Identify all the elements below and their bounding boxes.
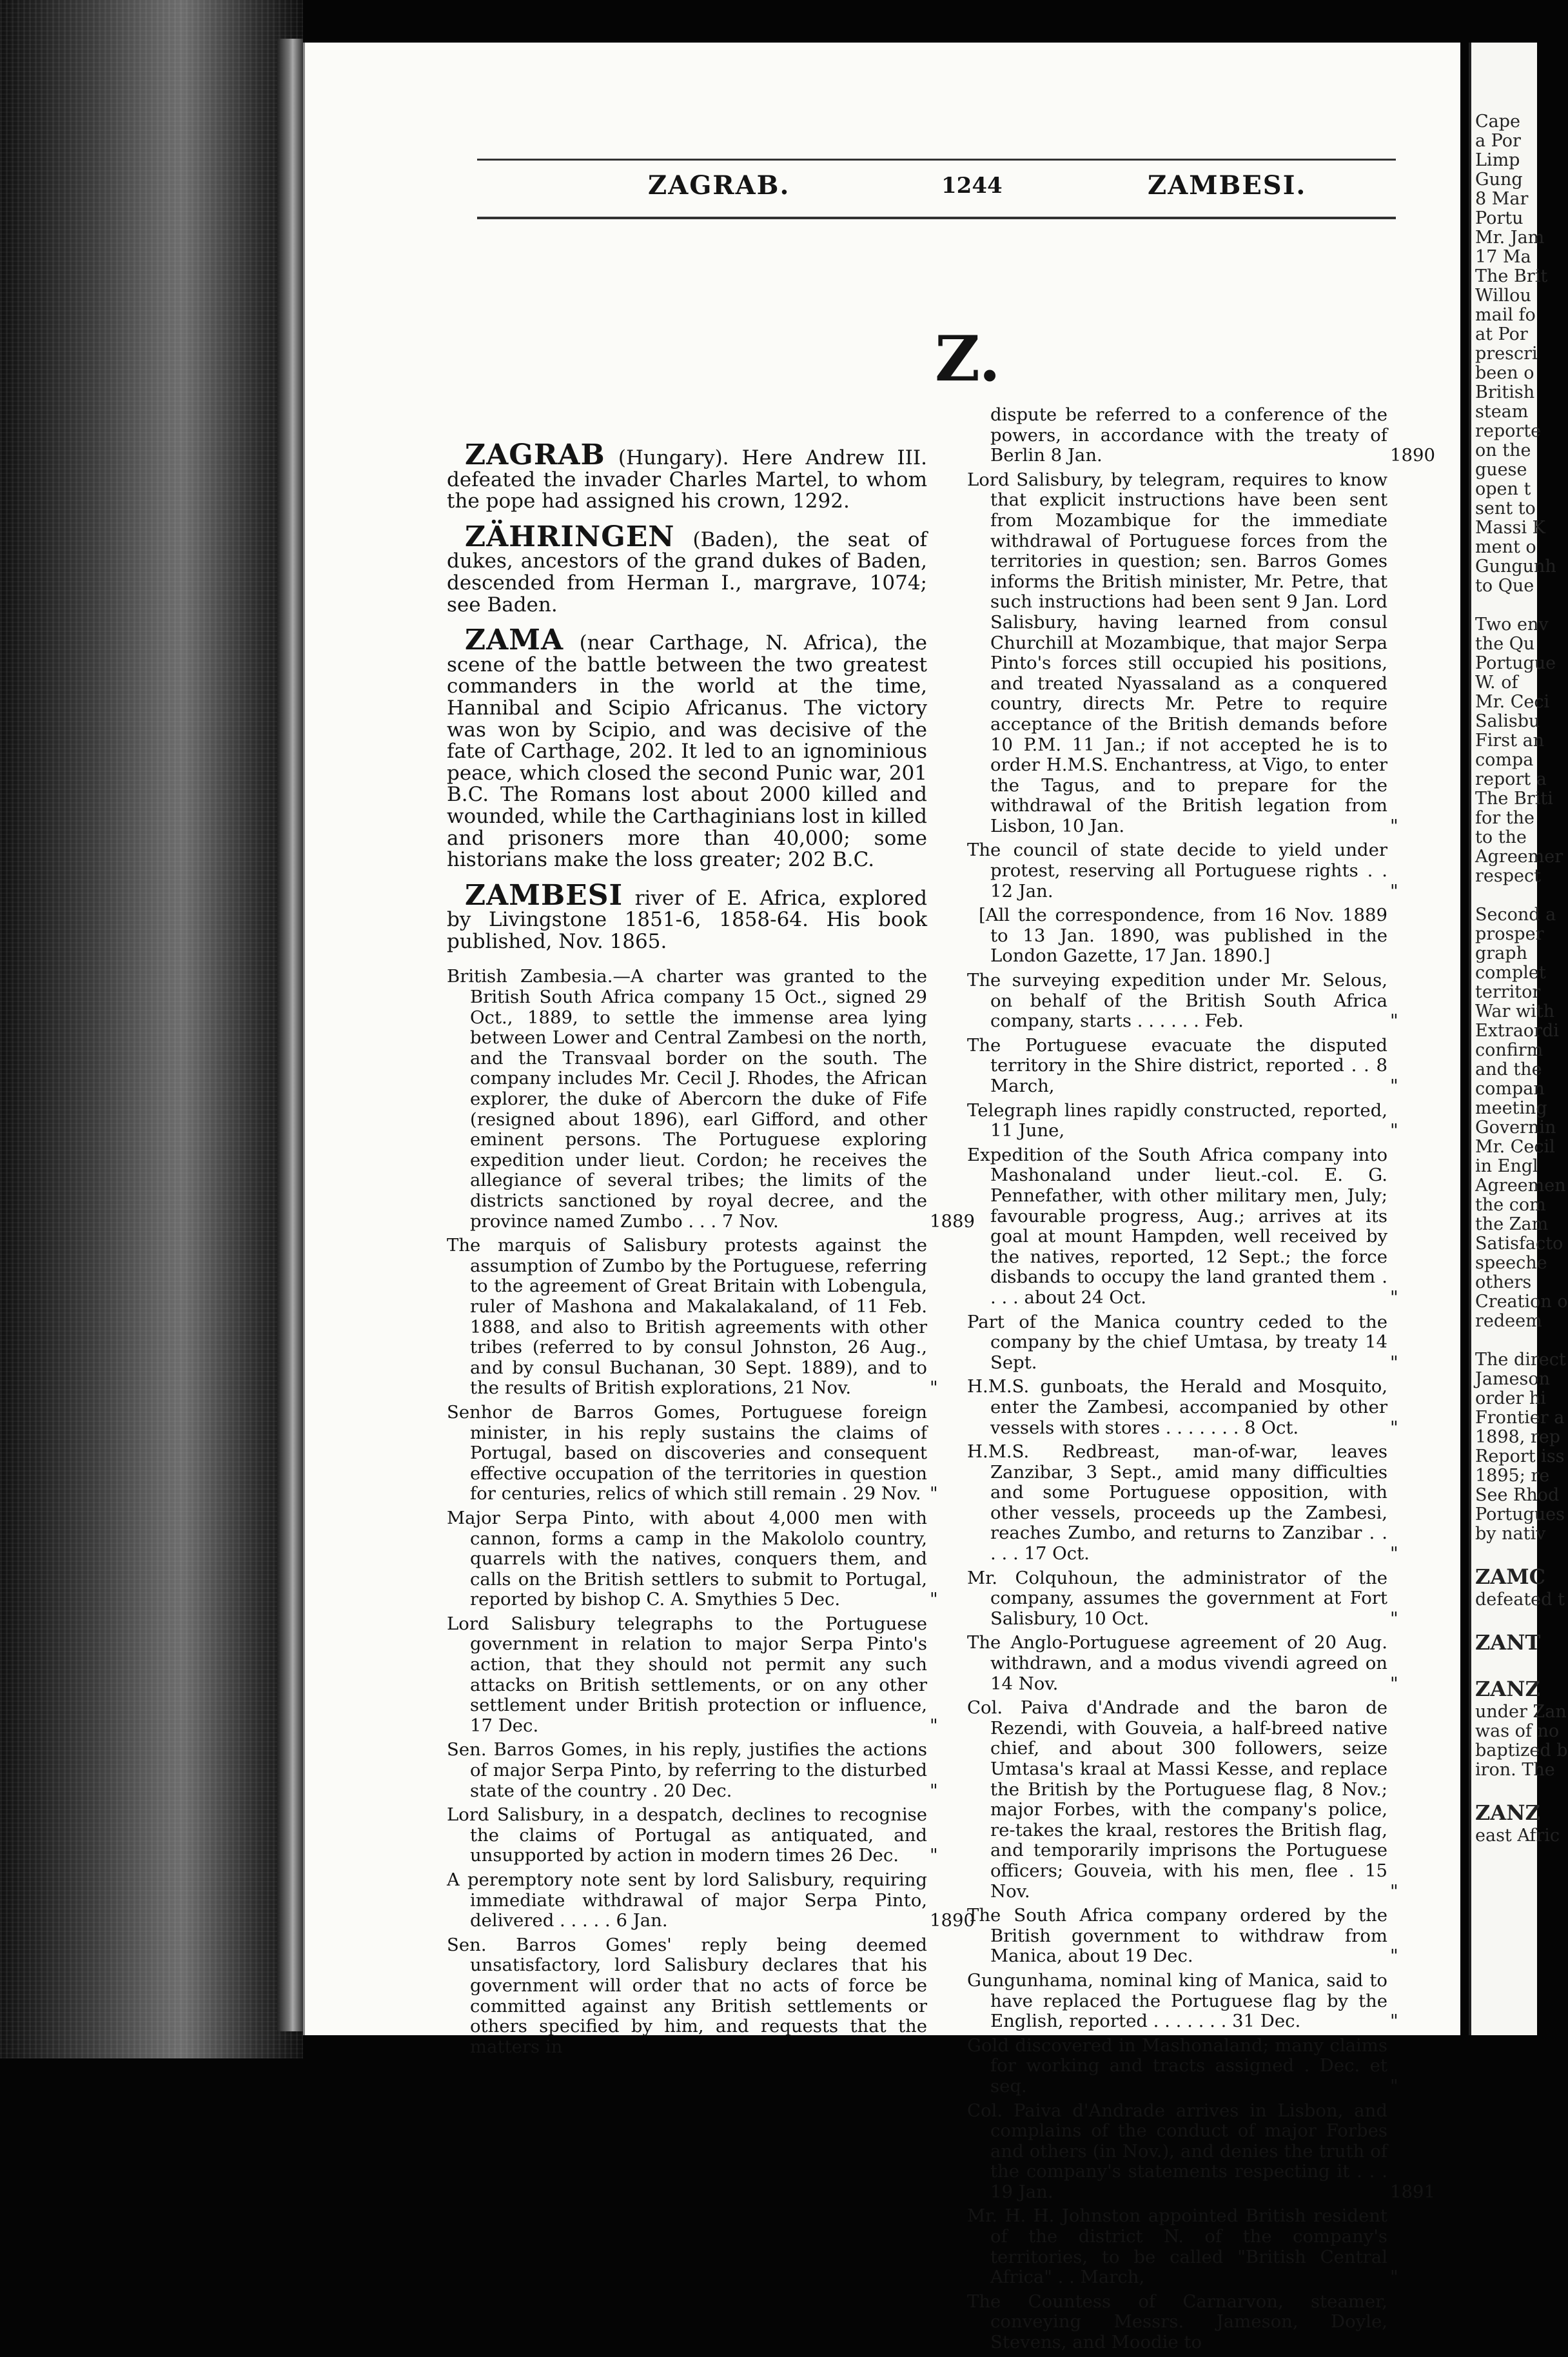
adjacent-page-line: Limp	[1475, 150, 1520, 170]
adjacent-page-line: the com	[1475, 1195, 1546, 1215]
page-number: 1244	[941, 173, 1003, 199]
chronology-item	[967, 1632, 1398, 1694]
entry-keyword: ZAMA	[465, 624, 564, 657]
adjacent-page-line: a Por	[1475, 131, 1521, 151]
chronology-year: "	[930, 1780, 938, 1801]
chronology-text: The marquis of Salisbury protests against the assumption of Zumbo by the Portuguese, referring to the agreement of Great Britain with Lobengula, ruler of Mashona and Makalakaland, of 11 Feb. 1888, and also to British agreements with other tribes (referred to by consul Johnston, 26 Aug., and by consul Buchanan, 30 Sept. 1889), and to the results of British explorations, 21 Nov.	[447, 1235, 927, 1399]
chronology-text: A peremptory note sent by lord Salisbury, requiring immediate withdrawal of major Serpa Pinto, delivered . . . . . 6 Jan.	[447, 1869, 927, 1931]
adjacent-page-line: Mr. Ceci	[1475, 692, 1550, 712]
chronology-item	[967, 469, 1398, 837]
adjacent-page-line: The Briti	[1475, 789, 1553, 809]
chronology-year: "	[1390, 1287, 1398, 1308]
chronology-text: Mr. Colquhoun, the administrator of the company, assumes the government at Fort Salisbury, 10 Oct.	[967, 1567, 1387, 1629]
chronology-item	[447, 966, 975, 1232]
adjacent-page-line: British	[1475, 382, 1535, 402]
chronology-text: Senhor de Barros Gomes, Portuguese foreign minister, in his reply sustains the claims of Portugal, based on discoveries and consequent effective occupation of the territories in question for centuries, relics of which still remain . 29 Nov.	[447, 1401, 927, 1504]
chronology-item	[967, 1100, 1398, 1141]
chronology-text: Sen. Barros Gomes' reply being deemed unsatisfactory, lord Salisbury declares that his government will order that no acts of force be committed against any British settlements or others specified by him, and requests that the matters in	[447, 1934, 927, 2057]
adjacent-page-line: 8 Mar	[1475, 189, 1529, 209]
adjacent-page-line: prosper	[1475, 924, 1544, 944]
adjacent-page-line	[1471, 1780, 1537, 1799]
adjacent-page-fragment	[1469, 43, 1568, 2035]
adjacent-page-line: in Engl	[1475, 1156, 1538, 1176]
chronology-year: "	[1390, 1673, 1398, 1694]
chronology-text: Lord Salisbury telegraphs to the Portuguese government in relation to major Serpa Pinto's action, that they should not permit any such attacks on British settlements, or on any other settlement under British protection or influence, 17 Dec.	[447, 1613, 927, 1736]
chronology-text: Col. Paiva d'Andrade arrives in Lisbon, and complains of the conduct of major Forbes and others (in Nov.), and denies the truth of the company's statements respecting it . . . 19 Jan.	[967, 2100, 1387, 2202]
adjacent-page-line: for the	[1475, 808, 1534, 828]
chronology-text: [All the correspondence, from 16 Nov. 1889 to 13 Jan. 1890, was published in the London Gazette, 17 Jan. 1890.]	[979, 905, 1387, 967]
adjacent-page-line: complet	[1475, 963, 1546, 983]
chronology-item	[967, 2292, 1387, 2353]
chronology-text: The Portuguese evacuate the disputed territory in the Shire district, reported . . 8 March,	[967, 1034, 1387, 1096]
adjacent-page-line: Extraordi	[1475, 1021, 1559, 1041]
chronology-year: 1890	[930, 1910, 975, 1931]
adjacent-page-line: sent to	[1475, 498, 1536, 518]
chronology-text: Major Serpa Pinto, with about 4,000 men with cannon, forms a camp in the Makololo country, quarrels with the natives, conquers them, and calls on the British settlers to submit to Portugal, reported by bishop C. A. Smythies 5 Dec.	[447, 1507, 927, 1610]
adjacent-page-line: to the	[1475, 827, 1527, 847]
chronology-item	[447, 1739, 938, 1801]
adjacent-page-line: Gungunh	[1475, 557, 1556, 577]
adjacent-page-line: Report iss	[1475, 1446, 1565, 1466]
chronology-year: "	[1390, 1120, 1398, 1141]
adjacent-page-line: guese	[1475, 460, 1527, 480]
chronology-year: "	[930, 1483, 938, 1504]
adjacent-page-line: others	[1475, 1272, 1532, 1292]
adjacent-page-line: ZANZ	[1475, 1800, 1540, 1825]
entry-keyword: ZAGRAB	[465, 439, 605, 471]
chronology-text: dispute be referred to a conference of the powers, in accordance with the treaty of Berlin 8 Jan.	[990, 404, 1387, 466]
adjacent-page-line: redeem	[1475, 1311, 1542, 1331]
chronology-year: "	[1390, 1608, 1398, 1629]
adjacent-page-line: compan	[1475, 1079, 1545, 1099]
chronology-year: "	[1390, 1946, 1398, 1967]
adjacent-page-line: report a	[1475, 769, 1547, 789]
adjacent-page-line: Creation o	[1475, 1292, 1568, 1312]
chronology-text: Lord Salisbury, by telegram, requires to know that explicit instructions have been sent from Mozambique for the immediate withdrawal of Portuguese forces from the territories in question; sen. Barros Gomes informs the British minister, Mr. Petre, that such instructions had been sent 9 Jan. Lord Salisbury, having learned from consul Churchill at Mozambique, that major Serpa Pinto's forces still occupied his positions, and treated Nyassaland as a conquered country, directs Mr. Petre to require acceptance of the British demands before 10 P.M. 11 Jan.; if not accepted he is to order H.M.S. Enchantress, at Vigo, to enter the Tagus, and to prepare for the withdrawal of the British legation from Lisbon, 10 Jan.	[967, 469, 1387, 836]
chronology-item	[447, 1401, 938, 1504]
adjacent-page-line: been o	[1475, 363, 1534, 383]
chronology-text: Col. Paiva d'Andrade and the baron de Rezendi, with Gouveia, a half-breed native chief, and about 300 followers, seize Umtasa's kraal at Massi Kesse, and replace the British by the Portuguese flag, 8 Nov.; major Forbes, with the company's police, re-takes the kraal, restores the British flag, and temporarily imprisons the Portuguese officers; Gouveia, with his men, flee . 15 Nov.	[967, 1697, 1387, 1902]
chronology-year: 1890	[1390, 445, 1435, 466]
chronology-year: "	[930, 1589, 938, 1610]
chronology-text: The council of state decide to yield under protest, reserving all Portuguese rights . . 12 Jan.	[967, 840, 1387, 902]
chronology-year: "	[1390, 1417, 1398, 1438]
adjacent-page-line: Governin	[1475, 1118, 1556, 1138]
adjacent-page-line	[1471, 1331, 1537, 1350]
adjacent-page-line: Portugue	[1475, 653, 1556, 673]
chronology-item	[967, 1441, 1398, 1564]
chronology-year: "	[1390, 1352, 1398, 1373]
adjacent-page-line: mail fo	[1475, 305, 1536, 325]
header-right-word: ZAMBESI.	[1148, 170, 1307, 201]
adjacent-page-line: to Que	[1475, 576, 1534, 596]
adjacent-page-line: Gung	[1475, 170, 1523, 190]
header-top-rule	[477, 159, 1396, 161]
chronology-text: Expedition of the South Africa company into Mashonaland under lieut.-col. E. G. Pennefather, with other military men, July; favourable progress, Aug.; arrives at its goal at mount Hampden, well received by the natives, reported, 12 Sept.; the force disbands to occupy the land granted them . . . . about 24 Oct.	[967, 1144, 1387, 1308]
adjacent-page-line: the Qu	[1475, 634, 1535, 654]
chronology-year: "	[1390, 2011, 1398, 2032]
chronology-text: H.M.S. gunboats, the Herald and Mosquito, enter the Zambesi, accompanied by other vessels with stores . . . . . . . 8 Oct.	[967, 1376, 1387, 1438]
chronology-text: British Zambesia.—A charter was granted to the British South Africa company 15 Oct., signed 29 Oct., 1889, to settle the immense area lying between Lower and Central Zambesi on the north, and the Transvaal border on the south. The company includes Mr. Cecil J. Rhodes, the African explorer, the duke of Abercorn the duke of Fife (resigned about 1896), earl Gifford, and other eminent persons. The Portuguese exploring expedition under lieut. Cordon; he receives the allegiance of several tribes; the limits of the districts sanctioned by royal decree, and the province named Zumbo . . . 7 Nov.	[447, 966, 927, 1232]
dictionary-entry	[447, 520, 927, 616]
chronology-item	[967, 2035, 1398, 2097]
dictionary-entry	[447, 878, 927, 953]
adjacent-page-line: open t	[1475, 479, 1531, 499]
adjacent-page-line: defeated t	[1475, 1590, 1565, 1610]
chronology-year: "	[930, 1715, 938, 1736]
adjacent-page-line	[1471, 596, 1537, 615]
adjacent-page-line: on the	[1475, 440, 1531, 460]
entry-text: (Hungary). Here Andrew III. defeated the invader Charles Martel, to whom the pope had assigned his crown, 1292.	[447, 446, 927, 513]
adjacent-page-line: by nativ	[1475, 1524, 1546, 1544]
adjacent-page-line: graph	[1475, 943, 1527, 963]
chronology-year: "	[930, 1377, 938, 1399]
adjacent-page-line: 1895; re	[1475, 1466, 1550, 1486]
adjacent-page-line: Mr. Jam	[1475, 228, 1545, 248]
adjacent-page-line: Frontier a	[1475, 1408, 1565, 1428]
adjacent-page-line: The direct	[1475, 1350, 1566, 1370]
chronology-text: The surveying expedition under Mr. Selous, on behalf of the British South Africa company, starts . . . . . . Feb.	[967, 970, 1387, 1032]
bracket-note	[967, 905, 1387, 967]
book-binding	[0, 0, 303, 2058]
entry-text: (Baden), the seat of dukes, ancestors of the grand dukes of Baden, descended from Herman I., margrave, 1074; see Baden.	[447, 528, 927, 616]
adjacent-page-line: ment o	[1475, 537, 1536, 557]
adjacent-page-line: order hi	[1475, 1388, 1546, 1408]
right-column	[967, 404, 1435, 2357]
chronology-item	[967, 1311, 1398, 1374]
running-header	[477, 170, 1396, 209]
adjacent-page-line: 1898, rep	[1475, 1427, 1561, 1447]
chronology-item	[967, 1567, 1398, 1630]
adjacent-page-line: The Brit	[1475, 266, 1548, 286]
chronology-text: Gold discovered in Mashonaland; many claims for working and tracts assigned . Dec. et seq.	[967, 2035, 1387, 2096]
left-column	[447, 439, 975, 2061]
chronology-year: "	[1390, 2075, 1398, 2096]
entry-keyword: ZÄHRINGEN	[465, 520, 675, 553]
adjacent-page-line	[1471, 1610, 1537, 1629]
chronology-text: Part of the Manica country ceded to the company by the chief Umtasa, by treaty 14 Sept.	[967, 1311, 1387, 1373]
chronology-year: 1889	[930, 1210, 975, 1232]
adjacent-page-line: the Zam	[1475, 1214, 1549, 1234]
adjacent-page-line: Salisbu	[1475, 711, 1540, 731]
adjacent-page-line: Second a	[1475, 905, 1556, 925]
adjacent-page-line: ZAMC	[1475, 1564, 1546, 1589]
adjacent-page-line: meeting	[1475, 1098, 1547, 1118]
chronology-item	[967, 1969, 1398, 2032]
adjacent-page-line	[1471, 1544, 1537, 1563]
chronology-item	[447, 1613, 938, 1737]
adjacent-page-line: Mr. Cecil	[1475, 1137, 1555, 1157]
chronology-item	[967, 840, 1398, 902]
chronology-text: The Countess of Carnarvon, steamer, conveying Messrs. Jameson, Doyle, Stevens, and Moodie to	[967, 2291, 1387, 2353]
section-letter: Z.	[935, 322, 1001, 395]
adjacent-page-line: steam	[1475, 402, 1529, 422]
adjacent-page-line	[1471, 1656, 1537, 1675]
entry-text: river of E. Africa, explored by Livingstone 1851-6, 1858-64. His book published, Nov. 1865.	[447, 886, 927, 953]
adjacent-page-line: Cape	[1475, 112, 1521, 132]
adjacent-page-line	[1471, 886, 1537, 905]
adjacent-page-line: and the	[1475, 1060, 1542, 1080]
chronology-text: Telegraph lines rapidly constructed, reported, 11 June,	[967, 1100, 1387, 1141]
chronology-item	[967, 1376, 1398, 1438]
chronology-year: "	[1390, 815, 1398, 836]
chronology-item	[447, 1804, 938, 1866]
adjacent-page-line: Willou	[1475, 286, 1531, 306]
adjacent-page-line: Satisfacto	[1475, 1234, 1563, 1254]
chronology-year: "	[1390, 1011, 1398, 1032]
dictionary-entry	[447, 624, 927, 872]
adjacent-page-line: at Por	[1475, 324, 1528, 344]
chronology-text: H.M.S. Redbreast, man-of-war, leaves Zanzibar, 3 Sept., amid many difficulties and some Portuguese opposition, with other vessels, proceeds up the Zambesi, reaches Zumbo, and returns to Zanzibar . . . . . 17 Oct.	[967, 1441, 1387, 1564]
adjacent-page-line: baptized b	[1475, 1741, 1568, 1760]
header-left-word: ZAGRAB.	[648, 170, 790, 201]
adjacent-page-line: Portugues	[1475, 1504, 1565, 1524]
chronology-text: The Anglo-Portuguese agreement of 20 Aug. withdrawn, and a modus vivendi agreed on 14 Nov.	[967, 1632, 1387, 1694]
adjacent-page-line: Jameson	[1475, 1369, 1551, 1389]
chronology-text: The South Africa company ordered by the British government to withdraw from Manica, about 19 Dec.	[967, 1905, 1387, 1967]
chronology-year: "	[1390, 1076, 1398, 1096]
chronology-text: Lord Salisbury, in a despatch, declines to recognise the claims of Portugal as antiquated, and unsupported by action in modern times 26 Dec.	[447, 1804, 927, 1866]
adjacent-page-line: 17 Ma	[1475, 247, 1531, 267]
adjacent-page-line: Two env	[1475, 615, 1549, 635]
adjacent-page-line: under Zan	[1475, 1702, 1567, 1722]
chronology-year: "	[1390, 1880, 1398, 1902]
adjacent-page-line: W. of	[1475, 673, 1518, 693]
adjacent-page-line: territor	[1475, 982, 1541, 1002]
chronology-item	[447, 1869, 975, 1931]
chronology-item	[967, 2205, 1398, 2288]
chronology-text: Gungunhama, nominal king of Manica, said to have replaced the Portuguese flag by the English, reported . . . . . . . 31 Dec.	[967, 1969, 1387, 2032]
adjacent-page-line: east Afric	[1475, 1826, 1560, 1846]
adjacent-page-line: First an	[1475, 731, 1545, 751]
chronology-year: 1891	[1390, 2181, 1435, 2202]
page-gutter	[277, 39, 303, 2031]
chronology-item	[967, 2100, 1435, 2203]
adjacent-page-line: was of no	[1475, 1721, 1560, 1741]
adjacent-page-line: compa	[1475, 750, 1534, 770]
chronology-text: Sen. Barros Gomes, in his reply, justifies the actions of major Serpa Pinto, by referring to the disturbed state of the country . 20 Dec.	[447, 1739, 927, 1801]
adjacent-page-line: ZANT	[1475, 1630, 1541, 1655]
chronology-item	[967, 1034, 1398, 1097]
adjacent-page-line: Portu	[1475, 208, 1524, 228]
chronology-item	[967, 1144, 1398, 1308]
adjacent-page-line: reporte	[1475, 421, 1542, 441]
adjacent-page-line: iron. The	[1475, 1760, 1555, 1780]
chronology-item	[447, 1935, 927, 2058]
header-bottom-rule	[477, 217, 1396, 219]
adjacent-page-line: War with	[1475, 1001, 1554, 1021]
adjacent-page-line: speeche	[1475, 1253, 1547, 1273]
dictionary-entry	[447, 439, 927, 513]
chronology-item	[967, 1905, 1398, 1967]
adjacent-page-line: confirm	[1475, 1040, 1544, 1060]
adjacent-page-line: prescri	[1475, 344, 1538, 364]
chronology-item	[967, 404, 1435, 466]
entry-text: (near Carthage, N. Africa), the scene of the battle between the two greatest commanders in the world at the time, Hannibal and Scipio Africanus. The victory was won by Scipio, and was decisive of the fate of Carthage, 202. It led to an ignominious peace, which closed the second Punic war, 201 B.C. The Romans lost about 2000 killed and wounded, while the Carthaginians lost in killed and prisoners more than 40,000; some historians make the loss greater; 202 B.C.	[447, 631, 927, 872]
adjacent-page-line: Massi K	[1475, 518, 1545, 538]
chronology-item	[967, 1697, 1398, 1902]
chronology-item	[447, 1235, 938, 1399]
adjacent-page-line: ZANZ	[1475, 1677, 1540, 1701]
chronology-text: Mr. H. H. Johnston appointed British resident of the district N. of the company's territories, to be called "British Central Africa" . . March,	[967, 2205, 1387, 2288]
entry-keyword: ZAMBESI	[465, 878, 623, 912]
chronology-year: "	[1390, 2267, 1398, 2288]
chronology-year: "	[1390, 880, 1398, 902]
chronology-item	[967, 970, 1398, 1032]
adjacent-page-line: respect	[1475, 866, 1541, 886]
adjacent-page-line: Agreemer	[1475, 847, 1563, 867]
chronology-item	[447, 1507, 938, 1610]
adjacent-page-line: See Rhod	[1475, 1485, 1560, 1505]
chronology-year: "	[1390, 1543, 1398, 1564]
chronology-year: "	[930, 1845, 938, 1866]
adjacent-page-line: Agreemen	[1475, 1176, 1566, 1196]
